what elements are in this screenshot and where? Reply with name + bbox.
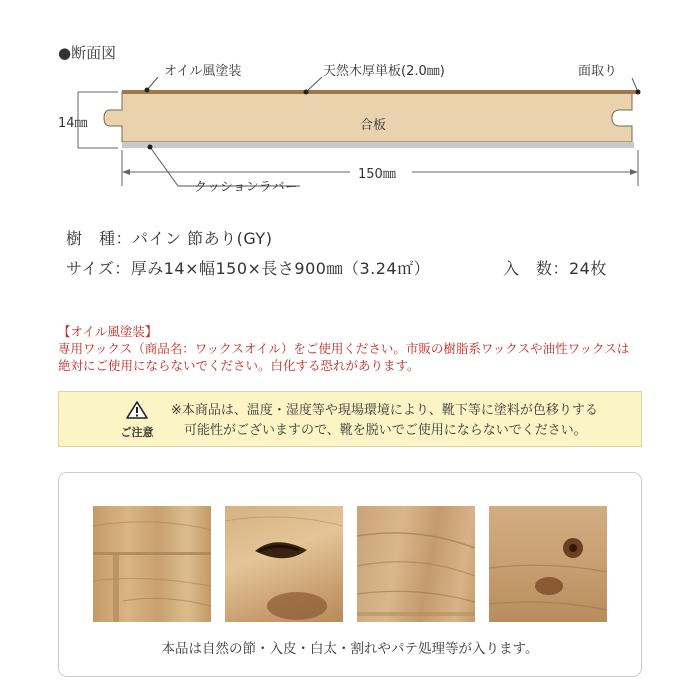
arrow-right (630, 169, 638, 175)
oil-note (58, 323, 658, 374)
oil-note-line2: 絶対にご使用にならないでください。白化する恐れがあります。 (58, 358, 420, 373)
rubber-leader (150, 147, 178, 186)
caution-text (171, 401, 598, 441)
arrow-left (122, 169, 130, 175)
photo-knot-3 (489, 506, 607, 622)
width-label: 150㎜ (358, 167, 396, 182)
spec-size: サイズ：厚み14×幅150×長さ900㎜（3.24㎡） (66, 259, 431, 278)
photos-caption: 本品は自然の節・入皮・白太・割れやパテ処理等が入ります。 (161, 641, 539, 657)
wood-grain-image (93, 506, 211, 622)
plywood-label: 合板 (360, 118, 387, 133)
wood-grain-image (357, 506, 475, 622)
oil-dot (145, 88, 150, 93)
spec-species: 樹 種：パイン 節あり(GY) (66, 229, 273, 248)
caution-icon-group (107, 401, 167, 440)
cross-section-diagram (0, 0, 700, 200)
thickness-label: 14㎜ (58, 116, 88, 131)
warning-icon (126, 401, 148, 419)
photo-knot-1 (93, 506, 211, 622)
veneer-label: 天然木厚単板(2.0㎜) (323, 64, 445, 79)
caution-line2: 可能性がございますので、靴を脱いでご使用にならないでください。 (184, 423, 587, 438)
oil-note-heading: 【オイル風塗装】 (58, 324, 158, 339)
veneer-dot (304, 90, 309, 95)
chamfer-dot (636, 90, 641, 95)
spec-quantity: 入 数：24枚 (503, 259, 607, 278)
chamfer-label: 面取り (578, 64, 618, 79)
veneer-leader (306, 77, 322, 92)
veneer-layer (122, 90, 640, 94)
oil-leader (147, 77, 158, 90)
caution-box (58, 391, 642, 447)
photo-grain (357, 506, 475, 622)
caution-label: ご注意 (120, 426, 154, 439)
oil-note-line1: 専用ワックス（商品名：ワックスオイル）をご使用ください。市販の樹脂系ワックスや油性ワックスは (58, 341, 630, 356)
cushion-rubber-label: クッションラバー (194, 180, 298, 195)
caution-line1: ※本商品は、温度・湿度等や現場環境により、靴下等に塗料が色移りする (171, 403, 598, 418)
cushion-rubber-layer (122, 142, 634, 148)
rubber-dot (148, 145, 153, 150)
wood-knot-image (489, 506, 607, 622)
oil-finish-label: オイル風塗装 (164, 64, 242, 79)
wood-knot-image (225, 506, 343, 622)
section-title: ●断面図 (58, 44, 117, 62)
photo-knot-2 (225, 506, 343, 622)
photos-panel (58, 472, 642, 677)
